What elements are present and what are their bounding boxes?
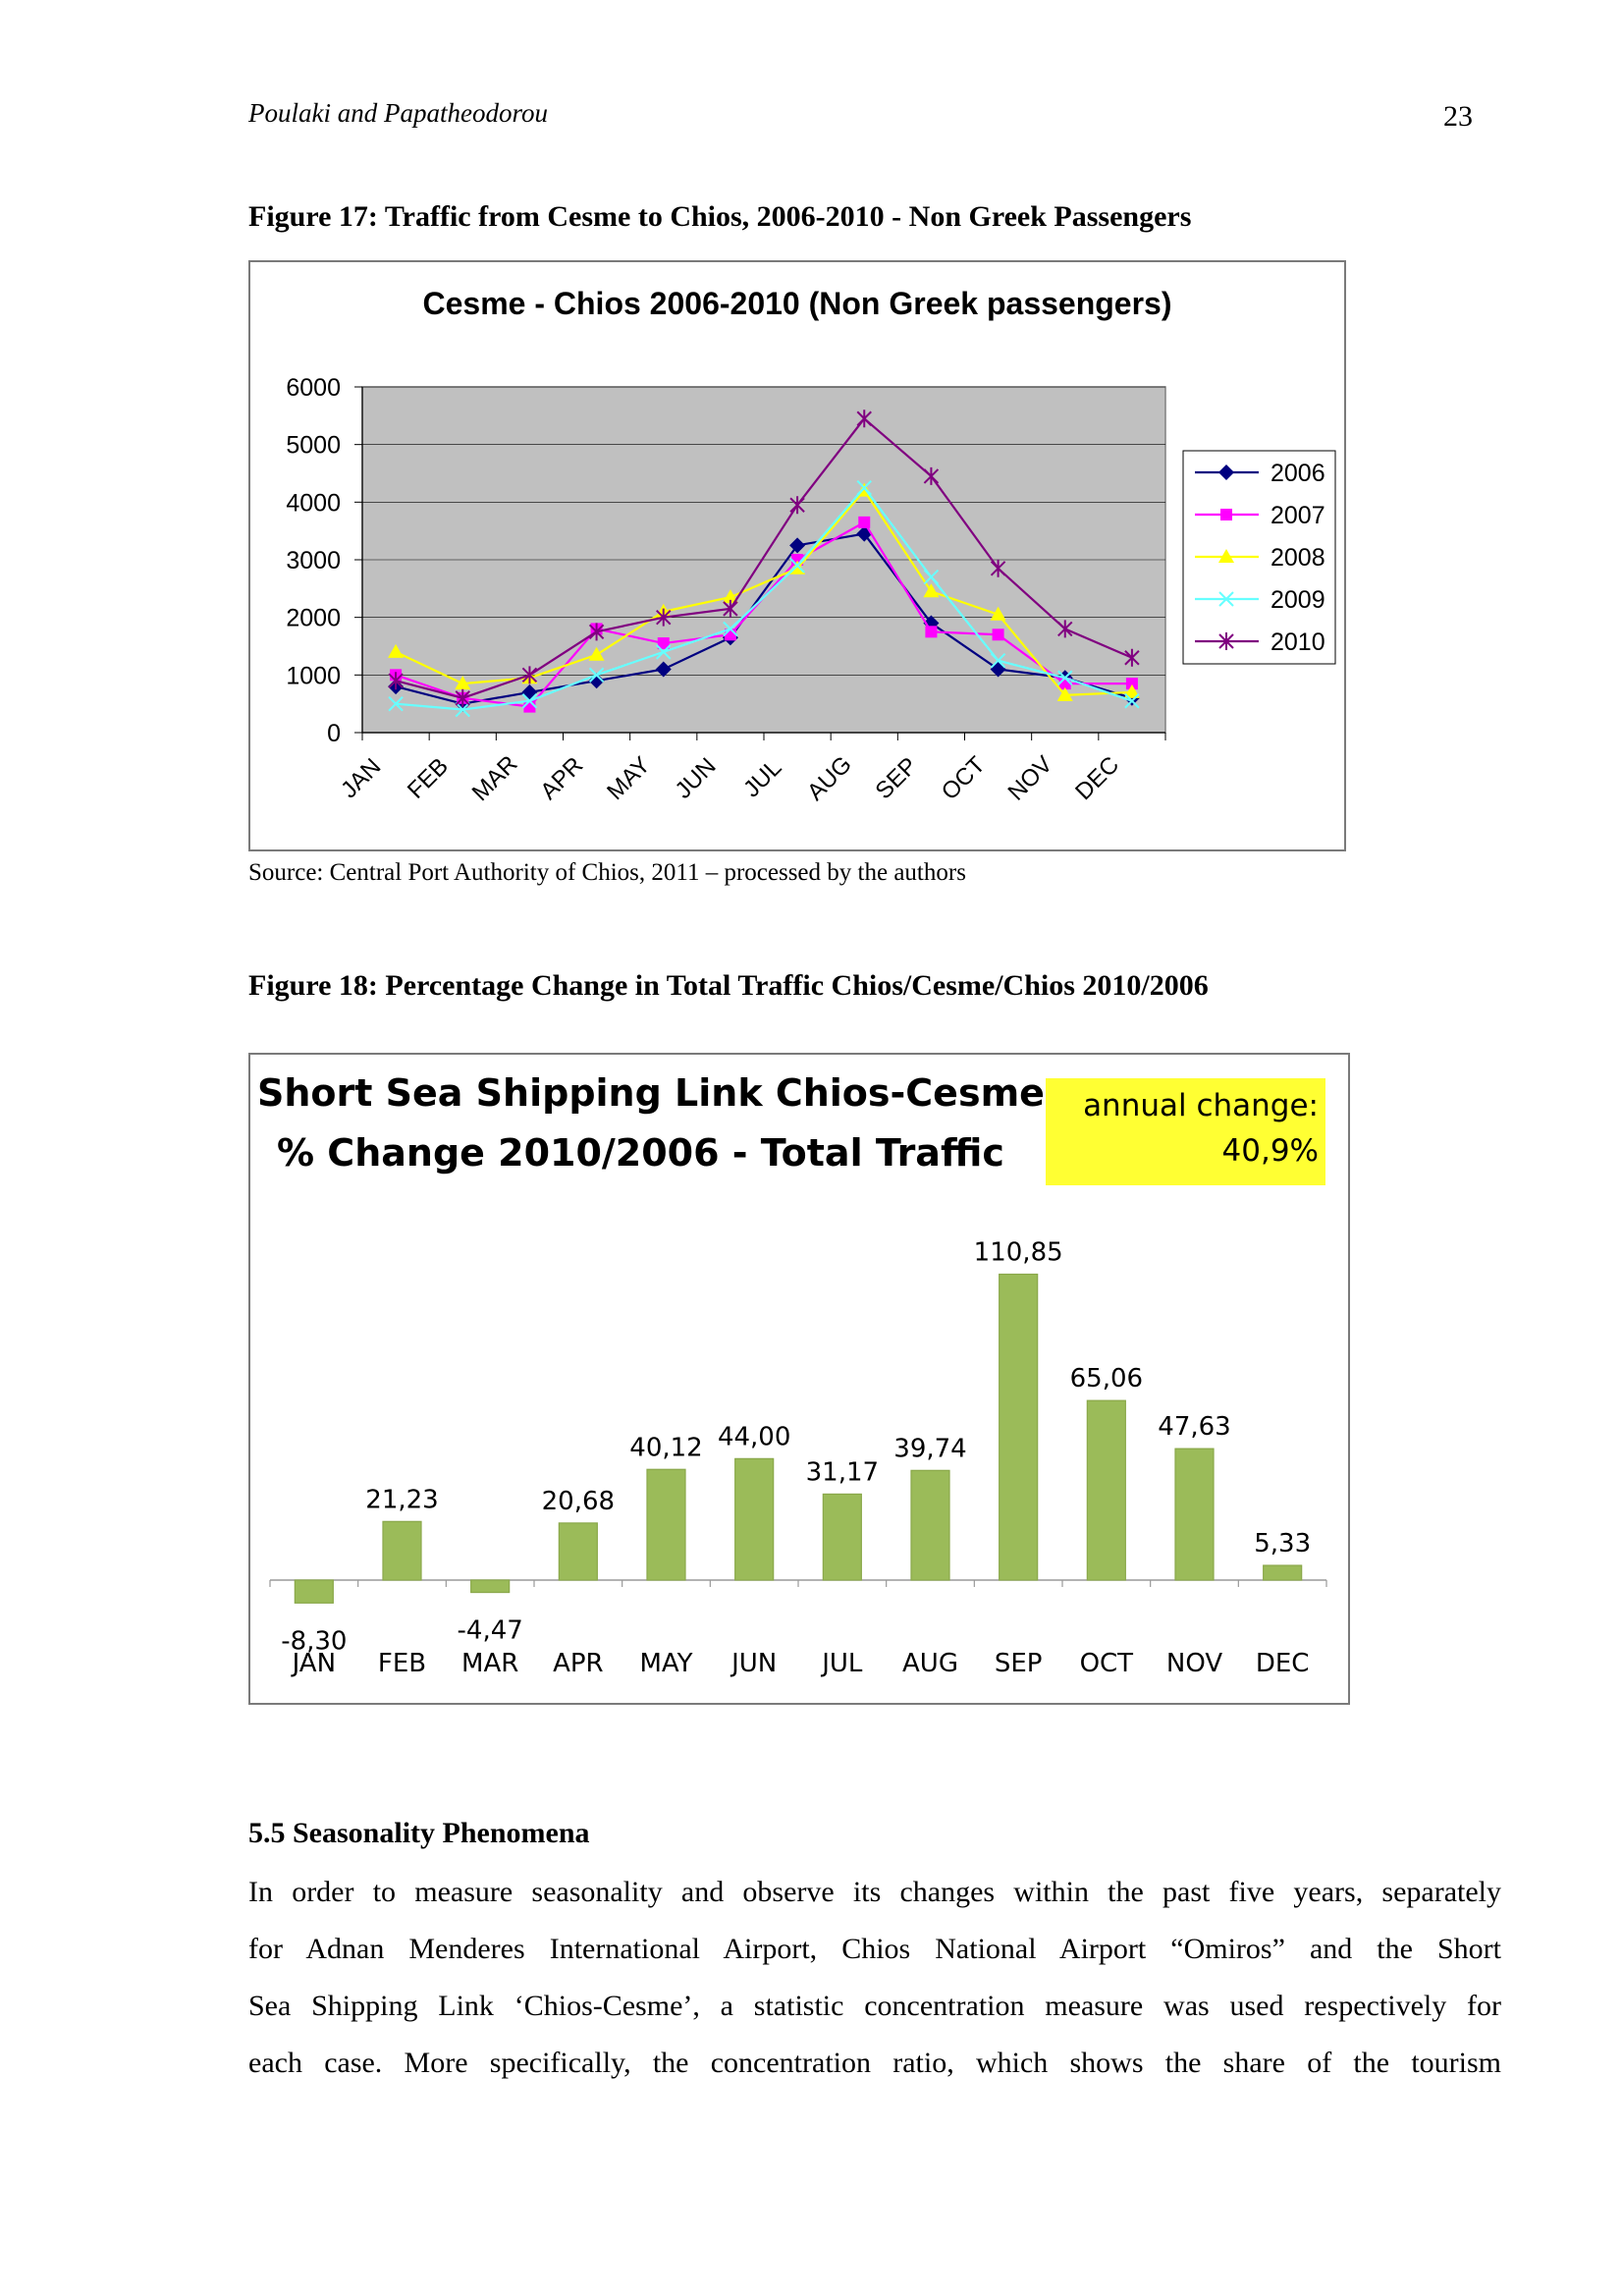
legend-label: 2006 (1271, 460, 1325, 487)
x-tick-label: SEP (870, 752, 923, 805)
legend-label: 2010 (1271, 629, 1325, 656)
bar-mar (471, 1580, 510, 1593)
y-tick-label: 6000 (286, 374, 341, 402)
x-tick-label: OCT (1079, 1649, 1134, 1678)
y-tick-label: 0 (327, 720, 341, 747)
figure-17-caption: Figure 17: Traffic from Cesme to Chios, 2006-2010 - Non Greek Passengers (248, 200, 1192, 233)
data-point-2007 (523, 701, 535, 713)
bar-jan (295, 1580, 333, 1603)
x-tick-label: AUG (902, 1649, 958, 1678)
x-tick-label: JAN (292, 1649, 337, 1678)
data-label: -4,47 (457, 1615, 523, 1646)
bar-may (647, 1469, 685, 1580)
legend-marker (1220, 509, 1232, 520)
paragraph-line: Sea Shipping Link ‘Chios-Cesme’, a statistic concentration measure was used respectively for (248, 1990, 1501, 2022)
x-tick-label: MAY (639, 1649, 693, 1678)
paragraph-line: In order to measure seasonality and observe its changes within the past five years, separately (248, 1876, 1501, 1908)
data-label: 5,33 (1254, 1529, 1312, 1559)
data-label: 44,00 (717, 1422, 791, 1452)
y-tick-label: 2000 (286, 604, 341, 632)
paragraph-line: for Adnan Menderes International Airport, Chios National Airport “Omiros” and the Short (248, 1933, 1501, 1965)
data-label: 40,12 (629, 1433, 703, 1463)
data-point-2007 (925, 626, 937, 637)
bar-jul (823, 1494, 861, 1580)
x-tick-label: JUN (670, 752, 722, 804)
x-tick-label: JUN (731, 1649, 778, 1678)
data-label: 65,06 (1069, 1364, 1144, 1394)
data-label: 20,68 (541, 1486, 616, 1516)
x-tick-label: NOV (1002, 750, 1058, 806)
x-tick-label: APR (535, 751, 589, 805)
annual-change-label: annual change: (1083, 1088, 1319, 1123)
chart-18-subtitle: % Change 2010/2006 - Total Traffic (277, 1131, 1004, 1175)
data-label: 21,23 (365, 1485, 439, 1515)
x-tick-label: MAY (602, 751, 656, 806)
bar-jun (735, 1458, 774, 1580)
figure-17-frame (248, 260, 1346, 851)
legend-label: 2009 (1271, 586, 1325, 614)
running-head-authors: Poulaki and Papatheodorou (248, 98, 548, 128)
x-tick-label: FEB (402, 752, 454, 804)
bar-nov (1175, 1449, 1214, 1580)
legend-label: 2008 (1271, 544, 1325, 572)
bar-feb (383, 1521, 421, 1580)
bar-oct (1087, 1400, 1125, 1580)
chart-18-title: Short Sea Shipping Link Chios-Cesme (257, 1071, 1045, 1115)
x-tick-label: FEB (377, 1649, 427, 1678)
x-tick-label: DEC (1255, 1649, 1310, 1678)
bar-sep (1000, 1275, 1038, 1580)
legend-label: 2007 (1271, 502, 1325, 529)
figure-18-bar-chart (250, 1055, 1348, 1703)
figure-17-source: Source: Central Port Authority of Chios, 2011 – processed by the authors (248, 859, 966, 886)
data-label: -8,30 (281, 1626, 348, 1657)
x-tick-label: JAN (336, 753, 387, 804)
data-label: 31,17 (805, 1457, 880, 1488)
x-tick-label: NOV (1165, 1649, 1223, 1678)
chart-17-title: Cesme - Chios 2006-2010 (Non Greek passengers) (422, 286, 1172, 321)
data-point-2007 (993, 629, 1004, 640)
section-paragraph (248, 1864, 1501, 2092)
figure-18-frame (248, 1053, 1350, 1705)
y-tick-label: 5000 (286, 431, 341, 460)
y-tick-label: 3000 (286, 547, 341, 574)
figure-18-caption: Figure 18: Percentage Change in Total Traffic Chios/Cesme/Chios 2010/2006 (248, 969, 1209, 1002)
bar-apr (559, 1523, 597, 1580)
x-tick-label: JUL (822, 1649, 863, 1678)
y-tick-label: 1000 (286, 662, 341, 690)
paragraph-line: each case. More specifically, the concentration ratio, which shows the share of the tourism (248, 2047, 1501, 2079)
data-point-2007 (858, 517, 870, 528)
x-tick-label: SEP (994, 1649, 1043, 1678)
figure-17-line-chart (250, 262, 1344, 849)
x-tick-label: JUL (738, 754, 787, 803)
annual-change-value: 40,9% (1221, 1133, 1319, 1169)
x-tick-label: AUG (802, 750, 857, 806)
bar-aug (911, 1470, 949, 1580)
x-tick-label: OCT (936, 751, 991, 806)
y-tick-label: 4000 (286, 489, 341, 518)
data-label: 110,85 (973, 1237, 1063, 1268)
x-tick-label: DEC (1070, 751, 1125, 806)
data-label: 47,63 (1158, 1412, 1231, 1443)
section-heading: 5.5 Seasonality Phenomena (248, 1817, 590, 1849)
data-label: 39,74 (893, 1434, 967, 1464)
x-tick-label: MAR (461, 1649, 519, 1678)
x-tick-label: APR (553, 1649, 604, 1678)
bar-dec (1264, 1565, 1302, 1580)
x-tick-label: MAR (466, 750, 523, 807)
page-number: 23 (1443, 100, 1473, 133)
